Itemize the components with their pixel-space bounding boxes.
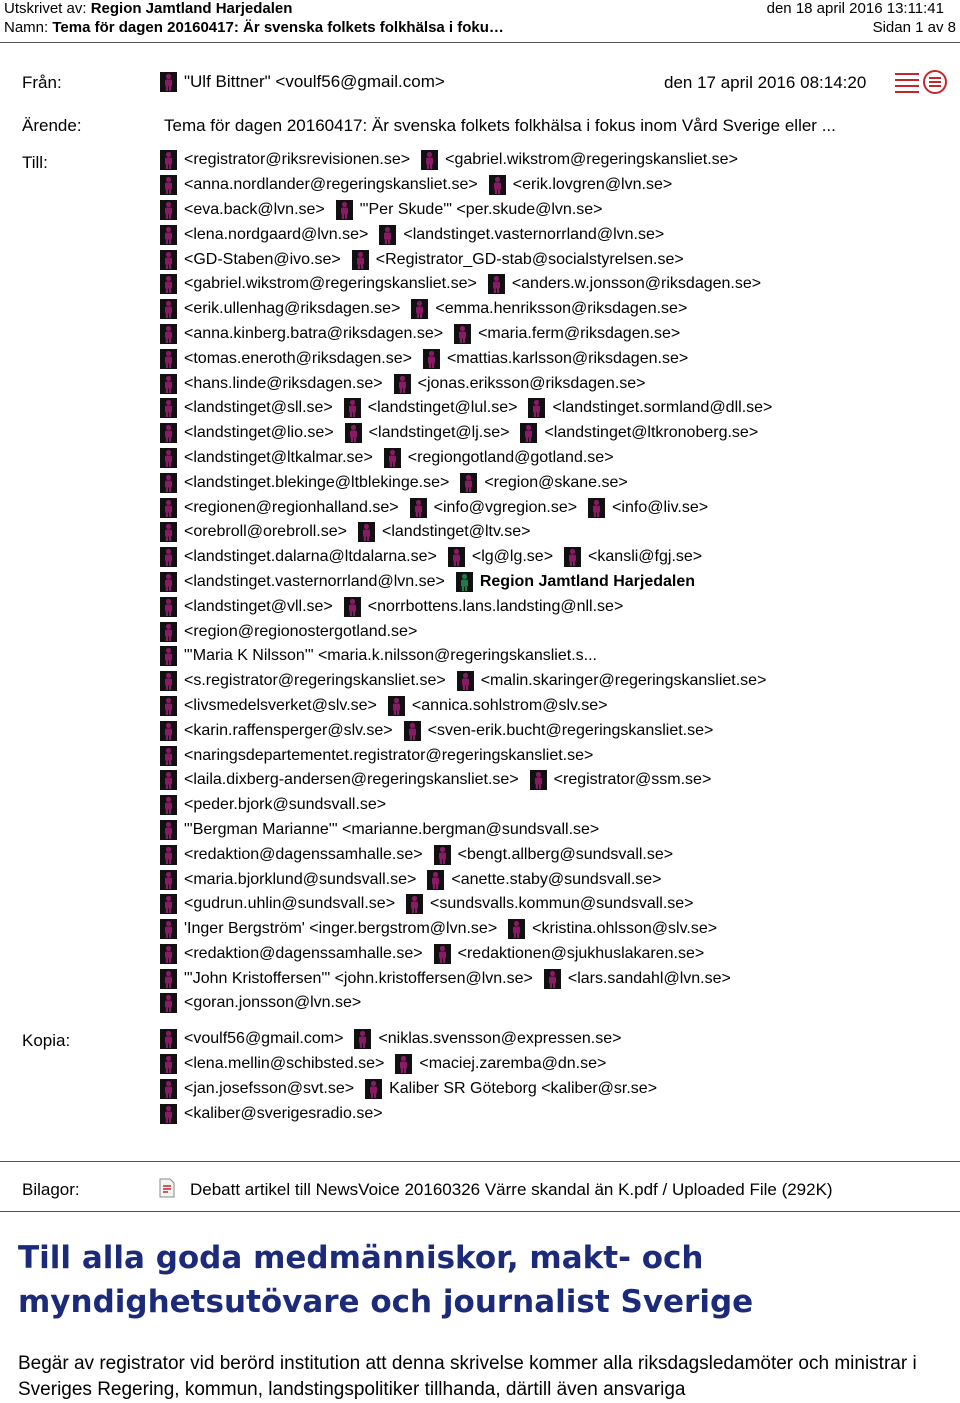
recipient[interactable] xyxy=(457,671,767,691)
to-row xyxy=(160,297,950,322)
printed-by-value: Region Jamtland Harjedalen xyxy=(90,0,293,17)
recipient[interactable] xyxy=(160,175,478,195)
recipient[interactable] xyxy=(160,944,423,964)
recipient[interactable] xyxy=(160,250,341,270)
to-row xyxy=(160,545,950,570)
recipient-address: <registrator@riksrevisionen.se> xyxy=(184,151,411,169)
recipient[interactable] xyxy=(345,423,510,443)
recipient-address: <maria.bjorklund@sundsvall.se> xyxy=(184,870,417,888)
recipient-address: <anna.nordlander@regeringskansliet.se> xyxy=(184,176,478,194)
recipient[interactable] xyxy=(160,349,412,369)
person-icon xyxy=(434,944,451,964)
person-icon xyxy=(544,969,561,989)
page-number: Sidan 1 av 8 xyxy=(872,19,956,36)
recipient-address: <erik.lovgren@lvn.se> xyxy=(512,176,673,194)
person-icon xyxy=(160,944,177,964)
recipient-address: <gudrun.uhlin@sundsvall.se> xyxy=(184,895,396,913)
recipient-address: <Registrator_GD-stab@socialstyrelsen.se> xyxy=(375,250,684,268)
recipient-address: <landstinget@lul.se> xyxy=(367,399,518,417)
to-row xyxy=(160,818,950,843)
recipient[interactable] xyxy=(434,845,674,865)
recipient-address: "'Bergman Marianne'" <marianne.bergman@sundsvall.se> xyxy=(184,820,600,838)
person-icon xyxy=(520,423,537,443)
recipient[interactable] xyxy=(365,1079,657,1099)
recipient-address: <jan.josefsson@svt.se> xyxy=(184,1079,355,1097)
person-icon xyxy=(160,522,177,542)
recipient-address: <norrbottens.lans.landsting@nll.se> xyxy=(367,597,624,615)
to-label: Till: xyxy=(22,153,48,172)
recipient-address: <regionen@regionhalland.se> xyxy=(184,498,399,516)
person-icon xyxy=(354,1029,371,1049)
recipient[interactable] xyxy=(388,696,608,716)
recipient[interactable] xyxy=(410,498,577,518)
recipient[interactable] xyxy=(488,274,761,294)
person-icon xyxy=(160,423,177,443)
recipient-address: <goran.jonsson@lvn.se> xyxy=(184,994,362,1012)
to-row xyxy=(160,793,950,818)
recipient[interactable] xyxy=(395,1054,606,1074)
subject-value: Tema för dagen 20160417: Är svenska folkets folkhälsa i fokus inom Vård Sverige eller ... xyxy=(164,116,836,135)
recipient-address: <eva.back@lvn.se> xyxy=(184,200,325,218)
recipient-address: <sundsvalls.kommun@sundsvall.se> xyxy=(430,895,694,913)
recipient[interactable] xyxy=(460,473,627,493)
to-row xyxy=(160,644,950,669)
to-row xyxy=(160,917,950,942)
recipient-address: <region@skane.se> xyxy=(484,473,628,491)
recipient[interactable] xyxy=(160,845,423,865)
recipient[interactable] xyxy=(160,274,477,294)
recipient-address: "'John Kristoffersen'" <john.kristoffersen@lvn.se> xyxy=(184,969,533,987)
recipient[interactable] xyxy=(160,1079,354,1099)
to-row xyxy=(160,396,950,421)
person-icon xyxy=(421,150,438,170)
recipient-address: <region@regionostergotland.se> xyxy=(184,622,418,640)
to-row xyxy=(160,173,950,198)
recipient[interactable] xyxy=(528,398,772,418)
recipient-address: <redaktion@dagenssamhalle.se> xyxy=(184,845,423,863)
to-row xyxy=(160,743,950,768)
recipient[interactable] xyxy=(344,597,624,617)
person-icon xyxy=(160,1104,177,1124)
person-icon xyxy=(564,547,581,567)
recipient[interactable] xyxy=(160,324,443,344)
recipient-address: Kaliber SR Göteborg <kaliber@sr.se> xyxy=(389,1079,658,1097)
to-row xyxy=(160,148,950,173)
recipient-address: <erik.ullenhag@riksdagen.se> xyxy=(184,300,401,318)
person-icon xyxy=(160,721,177,741)
person-icon xyxy=(427,870,444,890)
recipient[interactable] xyxy=(160,622,417,642)
recipient[interactable] xyxy=(564,547,702,567)
recipient-address: <malin.skaringer@regeringskansliet.se> xyxy=(480,672,767,690)
person-icon xyxy=(160,870,177,890)
recipient[interactable] xyxy=(354,1029,621,1049)
person-icon xyxy=(160,547,177,567)
to-row xyxy=(160,495,950,520)
recipient[interactable] xyxy=(384,448,614,468)
person-icon xyxy=(345,423,362,443)
print-date: den 18 april 2016 13:11:41 xyxy=(766,0,944,17)
recipient-address: <landstinget.sormland@dll.se> xyxy=(552,399,773,417)
recipient[interactable] xyxy=(160,572,445,592)
to-row xyxy=(160,570,950,595)
recipient[interactable] xyxy=(160,870,416,890)
recipient[interactable] xyxy=(544,969,731,989)
recipient-address: 'Inger Bergström' <inger.bergstrom@lvn.se> xyxy=(184,920,498,938)
recipient[interactable] xyxy=(394,374,646,394)
person-icon xyxy=(160,374,177,394)
to-row xyxy=(160,322,950,347)
to-recipients xyxy=(160,148,950,1016)
recipient[interactable] xyxy=(160,547,437,567)
person-icon xyxy=(160,250,177,270)
body-paragraph: Begär av registrator vid berörd institution att denna skrivelse kommer alla riksdagsledamöter och ministrar i Sveriges Regering, kommun, landstingspolitiker tillhanda, därtill även ansvariga xyxy=(18,1353,917,1400)
recipient[interactable] xyxy=(358,522,530,542)
to-row xyxy=(160,669,950,694)
recipient[interactable] xyxy=(423,349,688,369)
recipient-address: <lars.sandahl@lvn.se> xyxy=(567,969,731,987)
recipient[interactable] xyxy=(160,795,386,815)
person-icon xyxy=(489,175,506,195)
stamp-icon xyxy=(893,68,951,96)
to-row xyxy=(160,446,950,471)
recipient[interactable] xyxy=(160,299,400,319)
person-icon xyxy=(454,324,471,344)
to-row xyxy=(160,942,950,967)
recipient-address: <livsmedelsverket@slv.se> xyxy=(184,696,377,714)
to-row xyxy=(160,991,950,1016)
cc-row xyxy=(160,1052,950,1077)
recipient[interactable] xyxy=(160,398,333,418)
person-icon xyxy=(160,225,177,245)
person-icon xyxy=(160,746,177,766)
person-icon xyxy=(365,1079,382,1099)
person-icon xyxy=(160,993,177,1013)
person-icon xyxy=(457,671,474,691)
recipient-address: <naringsdepartementet.registrator@regeringskansliet.se> xyxy=(184,746,594,764)
recipient-address: <landstinget@lio.se> xyxy=(184,424,334,442)
recipient[interactable] xyxy=(160,1029,343,1049)
person-icon xyxy=(160,274,177,294)
person-icon xyxy=(434,845,451,865)
recipient-address: <karin.raffensperger@slv.se> xyxy=(184,721,393,739)
recipient-address: <sven-erik.bucht@regeringskansliet.se> xyxy=(427,721,714,739)
recipient[interactable] xyxy=(588,498,708,518)
person-icon xyxy=(410,498,427,518)
attachment-link[interactable]: Debatt artikel till NewsVoice 20160326 Värre skandal än K.pdf / Uploaded File (292K) xyxy=(190,1180,833,1199)
recipient[interactable] xyxy=(160,671,446,691)
recipient-address: <info@liv.se> xyxy=(612,498,709,516)
person-icon xyxy=(160,200,177,220)
person-icon xyxy=(404,721,421,741)
recipient-address: <kristina.ohlsson@slv.se> xyxy=(532,920,718,938)
recipient-address: <hans.linde@riksdagen.se> xyxy=(184,374,383,392)
recipient-address: <tomas.eneroth@riksdagen.se> xyxy=(184,349,412,367)
name-value: Tema för dagen 20160417: Är svenska folkets folkhälsa i foku… xyxy=(52,19,504,36)
person-icon xyxy=(160,150,177,170)
person-icon xyxy=(160,795,177,815)
recipient-address: <anders.w.jonsson@riksdagen.se> xyxy=(511,275,762,293)
recipient-address: <laila.dixberg-andersen@regeringskansliet.se> xyxy=(184,771,519,789)
recipient[interactable] xyxy=(160,225,368,245)
recipient-address: <emma.henriksson@riksdagen.se> xyxy=(435,300,688,318)
person-icon xyxy=(160,696,177,716)
header-divider xyxy=(0,42,960,43)
recipient[interactable] xyxy=(421,150,738,170)
person-icon xyxy=(336,200,353,220)
recipient[interactable] xyxy=(160,721,393,741)
recipient[interactable] xyxy=(404,721,714,741)
recipient[interactable] xyxy=(530,770,712,790)
person-icon xyxy=(160,72,177,92)
recipient[interactable] xyxy=(489,175,672,195)
from-label: Från: xyxy=(22,73,62,92)
person-icon xyxy=(379,225,396,245)
recipient[interactable] xyxy=(454,324,680,344)
person-icon xyxy=(160,473,177,493)
name-label: Namn: xyxy=(4,19,49,36)
recipient-address: <regiongotland@gotland.se> xyxy=(407,448,614,466)
to-row xyxy=(160,694,950,719)
person-icon xyxy=(530,770,547,790)
person-icon xyxy=(344,398,361,418)
person-icon xyxy=(160,572,177,592)
recipient-address: <landstinget@vll.se> xyxy=(184,597,333,615)
recipient[interactable] xyxy=(520,423,758,443)
recipient[interactable] xyxy=(160,1104,383,1124)
body-heading: Till alla goda medmänniskor, makt- och myndighetsutövare och journalist Sverige xyxy=(18,1240,754,1320)
recipient-address: Region Jamtland Harjedalen xyxy=(479,572,696,590)
recipient[interactable] xyxy=(160,820,599,840)
recipient-address: <jonas.eriksson@riksdagen.se> xyxy=(417,374,646,392)
recipient-address: <GD-Staben@ivo.se> xyxy=(184,250,341,268)
person-icon xyxy=(160,646,177,666)
recipient-address: <gabriel.wikstrom@regeringskansliet.se> xyxy=(184,275,477,293)
printed-by-label: Utskrivet av: xyxy=(4,0,87,17)
person-icon xyxy=(488,274,505,294)
recipient-address: <landstinget@sll.se> xyxy=(184,399,333,417)
person-icon xyxy=(160,299,177,319)
person-icon xyxy=(344,597,361,617)
recipient[interactable] xyxy=(160,374,383,394)
recipient[interactable] xyxy=(160,522,347,542)
organization-icon xyxy=(456,572,473,592)
pdf-icon xyxy=(158,1178,176,1198)
recipient-address: <landstinget.blekinge@ltblekinge.se> xyxy=(184,473,450,491)
subject-label: Ärende: xyxy=(22,116,82,135)
recipient[interactable] xyxy=(160,993,361,1013)
recipient-address: <landstinget.vasternorrland@lvn.se> xyxy=(184,572,445,590)
printed-by xyxy=(4,0,292,17)
recipient[interactable] xyxy=(379,225,664,245)
attachments-divider xyxy=(0,1161,960,1162)
to-row xyxy=(160,768,950,793)
recipient-address: <landstinget@lj.se> xyxy=(368,424,510,442)
person-icon xyxy=(160,894,177,914)
attachments-label: Bilagor: xyxy=(22,1180,80,1199)
recipient[interactable] xyxy=(160,770,519,790)
person-icon xyxy=(528,398,545,418)
recipient-address: <landstinget@ltv.se> xyxy=(382,523,531,541)
person-icon xyxy=(160,398,177,418)
person-icon xyxy=(160,349,177,369)
person-icon xyxy=(388,696,405,716)
recipient[interactable] xyxy=(160,746,593,766)
recipient[interactable] xyxy=(160,448,373,468)
cc-row xyxy=(160,1077,950,1102)
person-icon xyxy=(160,1054,177,1074)
recipient[interactable] xyxy=(434,944,705,964)
recipient[interactable] xyxy=(160,200,325,220)
recipient-address: <landstinget@ltkronoberg.se> xyxy=(544,424,759,442)
person-icon xyxy=(406,894,423,914)
person-icon xyxy=(160,845,177,865)
recipient-address: <registrator@ssm.se> xyxy=(553,771,712,789)
recipient-address: <anna.kinberg.batra@riksdagen.se> xyxy=(184,324,444,342)
person-icon xyxy=(395,1054,412,1074)
cc-row xyxy=(160,1027,950,1052)
cc-recipients xyxy=(160,1027,950,1126)
to-row xyxy=(160,867,950,892)
recipient-address: "'Maria K Nilsson'" <maria.k.nilsson@regeringskansliet.s... xyxy=(184,647,597,665)
to-row xyxy=(160,421,950,446)
to-row xyxy=(160,594,950,619)
person-icon xyxy=(423,349,440,369)
person-icon xyxy=(588,498,605,518)
recipient-address: <voulf56@gmail.com> xyxy=(184,1030,344,1048)
person-icon xyxy=(160,969,177,989)
person-icon xyxy=(160,324,177,344)
recipient-address: <info@vgregion.se> xyxy=(433,498,578,516)
person-icon xyxy=(352,250,369,270)
recipient-address: <landstinget.vasternorrland@lvn.se> xyxy=(403,225,665,243)
recipient[interactable] xyxy=(336,200,603,220)
recipient-address: "'Per Skude'" <per.skude@lvn.se> xyxy=(359,200,603,218)
recipient-address: <lena.mellin@schibsted.se> xyxy=(184,1055,385,1073)
person-icon xyxy=(508,919,525,939)
recipient[interactable] xyxy=(406,894,693,914)
recipient[interactable] xyxy=(160,696,377,716)
person-icon xyxy=(460,473,477,493)
to-row xyxy=(160,619,950,644)
recipient[interactable] xyxy=(160,473,449,493)
person-icon xyxy=(160,671,177,691)
recipient-address: <kaliber@sverigesradio.se> xyxy=(184,1104,383,1122)
to-row xyxy=(160,371,950,396)
recipient[interactable] xyxy=(508,919,717,939)
to-row xyxy=(160,247,950,272)
person-icon xyxy=(160,622,177,642)
recipient-address: <redaktionen@sjukhuslakaren.se> xyxy=(457,944,705,962)
recipient-address: <landstinget.dalarna@ltdalarna.se> xyxy=(184,548,437,566)
recipient[interactable] xyxy=(160,423,334,443)
to-row xyxy=(160,520,950,545)
recipient[interactable] xyxy=(160,597,333,617)
to-row xyxy=(160,718,950,743)
to-row xyxy=(160,842,950,867)
recipient-address: <niklas.svensson@expressen.se> xyxy=(378,1030,622,1048)
recipient-address: <peder.bjork@sundsvall.se> xyxy=(184,796,387,814)
recipient[interactable] xyxy=(160,498,399,518)
to-row xyxy=(160,198,950,223)
person-icon xyxy=(411,299,428,319)
person-icon xyxy=(160,919,177,939)
person-icon xyxy=(394,374,411,394)
person-icon xyxy=(160,597,177,617)
recipient[interactable] xyxy=(352,250,684,270)
recipient-address: <annica.sohlstrom@slv.se> xyxy=(411,696,608,714)
from-value: "Ulf Bittner" <voulf56@gmail.com> xyxy=(184,72,445,92)
recipient-address: <gabriel.wikstrom@regeringskansliet.se> xyxy=(445,151,738,169)
person-icon xyxy=(160,498,177,518)
body-divider xyxy=(0,1211,960,1212)
to-row xyxy=(160,892,950,917)
document-name xyxy=(4,19,504,36)
recipient[interactable] xyxy=(160,894,395,914)
cc-label: Kopia: xyxy=(22,1031,71,1050)
to-row xyxy=(160,346,950,371)
person-icon xyxy=(384,448,401,468)
recipient-address: <kansli@fgj.se> xyxy=(588,548,703,566)
recipient-address: <mattias.karlsson@riksdagen.se> xyxy=(446,349,689,367)
person-icon xyxy=(358,522,375,542)
recipient-address: <lg@lg.se> xyxy=(471,548,554,566)
person-icon xyxy=(160,175,177,195)
recipient-address: <s.registrator@regeringskansliet.se> xyxy=(184,672,446,690)
recipient[interactable] xyxy=(344,398,518,418)
to-row xyxy=(160,222,950,247)
recipient[interactable] xyxy=(160,1054,384,1074)
to-row xyxy=(160,966,950,991)
recipient[interactable] xyxy=(448,547,553,567)
recipient-address: <maciej.zaremba@dn.se> xyxy=(419,1055,607,1073)
person-icon xyxy=(448,547,465,567)
recipient[interactable] xyxy=(456,572,695,592)
person-icon xyxy=(160,448,177,468)
cc-row xyxy=(160,1101,950,1126)
person-icon xyxy=(160,1079,177,1099)
recipient-address: <redaktion@dagenssamhalle.se> xyxy=(184,944,423,962)
recipient-address: <maria.ferm@riksdagen.se> xyxy=(478,324,681,342)
to-row xyxy=(160,272,950,297)
person-icon xyxy=(160,770,177,790)
recipient[interactable] xyxy=(160,150,410,170)
recipient[interactable] xyxy=(411,299,687,319)
recipient[interactable] xyxy=(160,969,533,989)
recipient-address: <orebroll@orebroll.se> xyxy=(184,523,347,541)
to-row xyxy=(160,470,950,495)
recipient[interactable] xyxy=(427,870,661,890)
recipient-address: <bengt.allberg@sundsvall.se> xyxy=(457,845,674,863)
person-icon xyxy=(160,1029,177,1049)
person-icon xyxy=(160,820,177,840)
recipient[interactable] xyxy=(160,919,497,939)
sent-date: den 17 april 2016 08:14:20 xyxy=(664,73,867,92)
recipient-address: <anette.staby@sundsvall.se> xyxy=(451,870,662,888)
recipient[interactable] xyxy=(160,646,597,666)
recipient-address: <lena.nordgaard@lvn.se> xyxy=(184,225,369,243)
recipient-address: <landstinget@ltkalmar.se> xyxy=(184,448,373,466)
